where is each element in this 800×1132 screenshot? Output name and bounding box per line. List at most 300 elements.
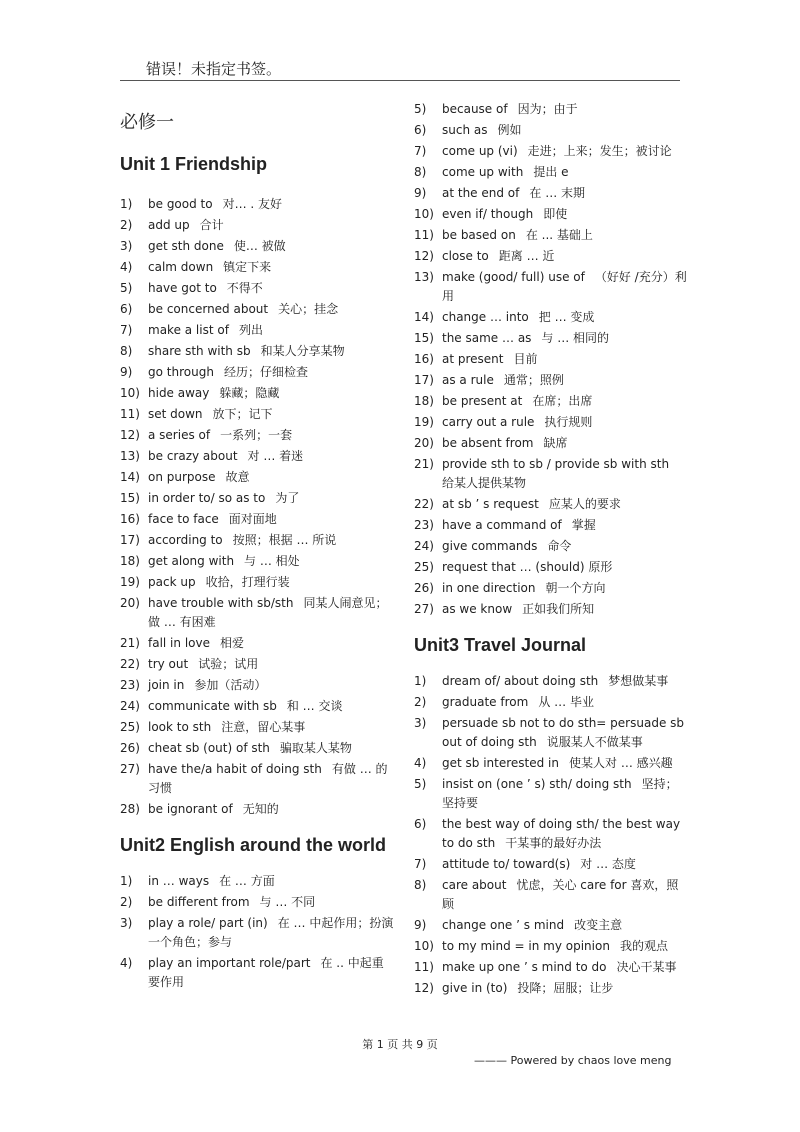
list-item — [120, 300, 395, 319]
item-number: 1) — [414, 674, 427, 688]
list-item — [120, 760, 395, 798]
item-english: face to face — [148, 512, 219, 526]
item-text — [442, 916, 689, 935]
list-item — [414, 537, 689, 556]
item-text — [148, 468, 395, 487]
item-chinese: 使… 被做 — [233, 239, 286, 253]
item-text — [148, 237, 395, 256]
item-text — [148, 363, 395, 382]
list-item — [414, 775, 689, 813]
header-rule — [120, 80, 680, 81]
item-chinese: 无知的 — [242, 802, 279, 816]
list-item — [414, 714, 689, 752]
list-item — [414, 979, 689, 998]
item-text — [148, 531, 395, 550]
item-text — [148, 760, 395, 798]
item-chinese: 一系列；一套 — [220, 428, 293, 442]
item-english: add up — [148, 218, 190, 232]
list-item — [414, 958, 689, 977]
item-chinese: 与 … 相同的 — [541, 331, 610, 345]
item-text — [442, 495, 689, 514]
item-text — [442, 516, 689, 535]
item-english: care about — [442, 878, 507, 892]
item-text — [442, 329, 689, 348]
item-number: 9) — [414, 186, 427, 200]
item-number: 14) — [414, 310, 434, 324]
item-english: cheat sb (out) of sth — [148, 741, 270, 755]
list-item — [120, 510, 395, 529]
item-chinese: （好好 /充分）利用 — [442, 270, 687, 303]
item-english: persuade sb not to do sth= persuade sb out of doing sth — [442, 716, 685, 749]
list-item — [414, 916, 689, 935]
item-english: be different from — [148, 895, 250, 909]
list-item — [120, 447, 395, 466]
item-chinese: 和 … 交谈 — [286, 699, 343, 713]
item-chinese: 说服某人不做某事 — [546, 735, 643, 749]
item-chinese: 我的观点 — [619, 939, 668, 953]
item-number: 6) — [414, 817, 427, 831]
unit3-list — [414, 672, 689, 998]
list-item — [414, 672, 689, 691]
item-number: 1) — [120, 197, 133, 211]
item-chinese: 试验；试用 — [198, 657, 259, 671]
list-item — [120, 573, 395, 592]
item-chinese: 收拾，打理行装 — [205, 575, 290, 589]
item-number: 6) — [414, 123, 427, 137]
item-english: come up with — [442, 165, 524, 179]
item-chinese: 与 … 相处 — [244, 554, 300, 568]
item-chinese: 镇定下来 — [223, 260, 272, 274]
item-number: 7) — [120, 323, 133, 337]
list-item — [414, 247, 689, 266]
item-english: communicate with sb — [148, 699, 277, 713]
item-english: get sb interested in — [442, 756, 559, 770]
item-text — [442, 600, 689, 619]
item-english: play an important role/part — [148, 956, 311, 970]
item-chinese: 与 … 不同 — [259, 895, 316, 909]
list-item — [414, 329, 689, 348]
item-number: 19) — [120, 575, 140, 589]
item-english: at the end of — [442, 186, 520, 200]
item-number: 5) — [414, 777, 427, 791]
item-chinese: 决心干某事 — [616, 960, 677, 974]
item-chinese: 执行规则 — [544, 415, 593, 429]
list-item — [120, 195, 395, 214]
item-chinese: 面对面地 — [228, 512, 277, 526]
item-number: 14) — [120, 470, 140, 484]
list-item — [120, 800, 395, 819]
item-english: in order to/ so as to — [148, 491, 266, 505]
list-item — [414, 434, 689, 453]
list-item — [414, 558, 689, 577]
item-chinese: 在 … 末期 — [529, 186, 586, 200]
item-number: 7) — [414, 144, 427, 158]
item-chinese: 不得不 — [226, 281, 263, 295]
powered-by: ——— Powered by chaos love meng — [474, 1054, 672, 1067]
item-text — [442, 247, 689, 266]
item-english: come up (vi) — [442, 144, 518, 158]
item-english: change … into — [442, 310, 529, 324]
list-item — [414, 937, 689, 956]
item-text — [442, 268, 689, 306]
item-number: 25) — [120, 720, 140, 734]
item-chinese: 忧虑，关心 care for 喜欢，照顾 — [442, 878, 679, 911]
item-chinese: 对… . 友好 — [222, 197, 283, 211]
item-english: try out — [148, 657, 189, 671]
item-text — [148, 279, 395, 298]
item-text — [148, 594, 395, 632]
left-column — [120, 104, 395, 994]
item-chinese: 注意，留心某事 — [221, 720, 306, 734]
item-number: 22) — [414, 497, 434, 511]
item-text — [442, 558, 689, 577]
list-item — [414, 184, 689, 203]
list-item — [120, 697, 395, 716]
list-item — [120, 531, 395, 550]
item-english: such as — [442, 123, 488, 137]
item-text — [148, 800, 395, 819]
item-chinese: 在 … 方面 — [219, 874, 275, 888]
item-english: because of — [442, 102, 508, 116]
item-number: 11) — [120, 407, 140, 421]
item-number: 4) — [120, 260, 133, 274]
list-item — [120, 914, 395, 952]
item-chinese: 在席；出席 — [532, 394, 593, 408]
item-chinese: 正如我们所知 — [522, 602, 595, 616]
item-number: 21) — [414, 457, 434, 471]
list-item — [120, 676, 395, 695]
item-english: look to sth — [148, 720, 212, 734]
item-chinese: 合计 — [199, 218, 224, 232]
item-number: 3) — [120, 916, 133, 930]
item-number: 11) — [414, 960, 434, 974]
item-text — [148, 510, 395, 529]
list-item — [120, 893, 395, 912]
list-item — [414, 815, 689, 853]
right-column — [414, 100, 689, 1000]
item-chinese: 为了 — [275, 491, 300, 505]
item-number: 24) — [120, 699, 140, 713]
item-number: 21) — [120, 636, 140, 650]
item-chinese: 应某人的要求 — [548, 497, 621, 511]
item-number: 12) — [414, 249, 434, 263]
list-item — [414, 754, 689, 773]
item-number: 22) — [120, 657, 140, 671]
list-item — [414, 142, 689, 161]
item-english: join in — [148, 678, 185, 692]
item-chinese: 目前 — [513, 352, 538, 366]
book-title: 必修一 — [120, 112, 174, 133]
item-number: 27) — [414, 602, 434, 616]
list-item — [120, 872, 395, 891]
item-text — [442, 958, 689, 977]
item-number: 5) — [414, 102, 427, 116]
item-number: 25) — [414, 560, 434, 574]
item-number: 20) — [120, 596, 140, 610]
item-number: 19) — [414, 415, 434, 429]
item-english: change one ’ s mind — [442, 918, 565, 932]
item-text — [442, 308, 689, 327]
item-number: 3) — [120, 239, 133, 253]
item-english: as we know — [442, 602, 513, 616]
list-item — [120, 489, 395, 508]
item-number: 15) — [120, 491, 140, 505]
item-text — [148, 300, 395, 319]
item-english: play a role/ part (in) — [148, 916, 268, 930]
list-item — [120, 468, 395, 487]
item-text — [442, 205, 689, 224]
unit2-list-right — [414, 100, 689, 619]
item-text — [442, 413, 689, 432]
item-english: in one direction — [442, 581, 536, 595]
unit2-list-left — [120, 872, 395, 992]
item-number: 23) — [414, 518, 434, 532]
item-number: 10) — [414, 207, 434, 221]
item-number: 27) — [120, 762, 140, 776]
item-english: in … ways — [148, 874, 210, 888]
item-english: have got to — [148, 281, 217, 295]
item-english: close to — [442, 249, 489, 263]
item-english: get along with — [148, 554, 235, 568]
item-number: 8) — [414, 878, 427, 892]
item-text — [442, 121, 689, 140]
item-text — [442, 876, 689, 914]
item-number: 18) — [120, 554, 140, 568]
list-item — [414, 205, 689, 224]
list-item — [414, 392, 689, 411]
list-item — [414, 121, 689, 140]
header-title: 错误！未指定书签。 — [146, 60, 282, 78]
item-english: have a command of — [442, 518, 562, 532]
item-number: 20) — [414, 436, 434, 450]
item-english: be present at — [442, 394, 523, 408]
list-item — [120, 384, 395, 403]
list-item — [120, 739, 395, 758]
item-text — [442, 714, 689, 752]
item-chinese: 对 … 态度 — [580, 857, 636, 871]
item-number: 12) — [414, 981, 434, 995]
item-number: 17) — [120, 533, 140, 547]
item-english: the same … as — [442, 331, 532, 345]
item-number: 9) — [120, 365, 133, 379]
item-number: 2) — [414, 695, 427, 709]
item-text — [148, 195, 395, 214]
item-number: 7) — [414, 857, 427, 871]
item-english: set down — [148, 407, 203, 421]
item-chinese: 因为；由于 — [517, 102, 578, 116]
item-chinese: 提出 e — [533, 165, 569, 179]
item-number: 2) — [120, 218, 133, 232]
item-chinese: 使某人对 … 感兴趣 — [569, 756, 673, 770]
item-english: make (good/ full) use of — [442, 270, 585, 284]
item-english: to my mind = in my opinion — [442, 939, 610, 953]
list-item — [414, 371, 689, 390]
item-english: have trouble with sb/sth — [148, 596, 294, 610]
list-item — [414, 350, 689, 369]
unit1-title: Unit 1 Friendship — [120, 154, 268, 174]
item-english: go through — [148, 365, 214, 379]
item-number: 17) — [414, 373, 434, 387]
item-chinese: 有做 … 的习惯 — [148, 762, 388, 795]
item-english: dream of/ about doing sth — [442, 674, 599, 688]
list-item — [414, 226, 689, 245]
list-item — [414, 413, 689, 432]
item-chinese: 在 .. 中起重要作用 — [148, 956, 384, 989]
item-chinese: 按照；根据 … 所说 — [232, 533, 337, 547]
item-text — [442, 434, 689, 453]
item-chinese: 相爱 — [219, 636, 244, 650]
item-chinese: 改变主意 — [574, 918, 623, 932]
item-text — [148, 489, 395, 508]
item-text — [148, 258, 395, 277]
list-item — [120, 426, 395, 445]
item-chinese: 骗取某人某物 — [279, 741, 352, 755]
item-number: 2) — [120, 895, 133, 909]
item-number: 3) — [414, 716, 427, 730]
item-text — [148, 718, 395, 737]
item-english: according to — [148, 533, 223, 547]
item-chinese: 从 … 毕业 — [538, 695, 594, 709]
item-number: 16) — [120, 512, 140, 526]
item-english: make up one ’ s mind to do — [442, 960, 607, 974]
item-english: have the/a habit of doing sth — [148, 762, 322, 776]
list-item — [414, 579, 689, 598]
item-number: 26) — [414, 581, 434, 595]
item-chinese: 同某人闹意见；做 … 有困难 — [148, 596, 388, 629]
item-english: be based on — [442, 228, 516, 242]
item-english: give in (to) — [442, 981, 508, 995]
item-number: 13) — [120, 449, 140, 463]
item-chinese: 故意 — [225, 470, 250, 484]
item-chinese: 躲藏；隐藏 — [219, 386, 280, 400]
item-english: make a list of — [148, 323, 229, 337]
item-chinese: 即使 — [543, 207, 568, 221]
item-text — [442, 371, 689, 390]
list-item — [120, 552, 395, 571]
item-number: 24) — [414, 539, 434, 553]
item-chinese: 坚持；坚持要 — [442, 777, 678, 810]
item-text — [442, 855, 689, 874]
item-chinese: 掌握 — [571, 518, 596, 532]
list-item — [120, 594, 395, 632]
item-text — [442, 184, 689, 203]
item-english: be concerned about — [148, 302, 269, 316]
item-english: pack up — [148, 575, 196, 589]
item-number: 11) — [414, 228, 434, 242]
item-text — [442, 579, 689, 598]
item-text — [442, 226, 689, 245]
item-number: 13) — [414, 270, 434, 284]
item-number: 8) — [120, 344, 133, 358]
item-text — [148, 321, 395, 340]
item-number: 9) — [414, 918, 427, 932]
item-text — [148, 552, 395, 571]
item-text — [148, 893, 395, 912]
item-text — [148, 426, 395, 445]
item-english: even if/ though — [442, 207, 534, 221]
item-english: at sb ’ s request — [442, 497, 539, 511]
item-number: 4) — [120, 956, 133, 970]
item-text — [148, 634, 395, 653]
item-chinese: 梦想做某事 — [608, 674, 669, 688]
item-text — [442, 775, 689, 813]
list-item — [414, 600, 689, 619]
item-english: be absent from — [442, 436, 534, 450]
item-text — [148, 872, 395, 891]
item-text — [148, 573, 395, 592]
item-english: be good to — [148, 197, 213, 211]
unit3-title: Unit3 Travel Journal — [414, 635, 587, 655]
item-chinese: 把 … 变成 — [538, 310, 595, 324]
item-number: 6) — [120, 302, 133, 316]
item-chinese: 给某人提供某物 — [442, 476, 527, 490]
item-chinese: 列出 — [238, 323, 263, 337]
list-item — [414, 268, 689, 306]
item-text — [148, 914, 395, 952]
item-text — [442, 672, 689, 691]
item-text — [442, 979, 689, 998]
item-english: a series of — [148, 428, 211, 442]
item-chinese: 命令 — [547, 539, 572, 553]
item-english: attitude to/ toward(s) — [442, 857, 571, 871]
item-chinese: 对 … 着迷 — [247, 449, 304, 463]
list-item — [120, 216, 395, 235]
item-text — [148, 216, 395, 235]
list-item — [120, 237, 395, 256]
list-item — [414, 308, 689, 327]
item-chinese: 关心；挂念 — [278, 302, 339, 316]
item-english: graduate from — [442, 695, 529, 709]
item-text — [442, 100, 689, 119]
item-english: the best way of doing sth/ the best way to do sth — [442, 817, 681, 850]
item-text — [442, 693, 689, 712]
item-chinese: 例如 — [497, 123, 522, 137]
item-chinese: 通常；照例 — [503, 373, 564, 387]
list-item — [414, 876, 689, 914]
item-text — [148, 342, 395, 361]
item-text — [148, 739, 395, 758]
item-chinese: 缺席 — [543, 436, 568, 450]
item-english: request that … (should) 原形 — [442, 560, 613, 574]
item-text — [148, 676, 395, 695]
list-item — [120, 321, 395, 340]
list-item — [414, 100, 689, 119]
item-text — [148, 447, 395, 466]
list-item — [120, 954, 395, 992]
item-number: 4) — [414, 756, 427, 770]
item-chinese: 和某人分享某物 — [260, 344, 345, 358]
list-item — [120, 258, 395, 277]
item-number: 26) — [120, 741, 140, 755]
item-text — [148, 954, 395, 992]
item-text — [442, 937, 689, 956]
item-text — [442, 754, 689, 773]
item-text — [442, 392, 689, 411]
list-item — [414, 495, 689, 514]
item-chinese: 距离 … 近 — [498, 249, 555, 263]
item-text — [148, 405, 395, 424]
page-number: 第 1 页 共 9 页 — [362, 1038, 438, 1051]
item-chinese: 经历；仔细检查 — [223, 365, 308, 379]
item-chinese: 在 … 中起作用；扮演一个角色；参与 — [148, 916, 394, 949]
list-item — [120, 279, 395, 298]
item-text — [442, 142, 689, 161]
item-chinese: 投降；屈服；让步 — [517, 981, 614, 995]
item-english: give commands — [442, 539, 538, 553]
list-item — [120, 363, 395, 382]
item-text — [442, 163, 689, 182]
item-english: be crazy about — [148, 449, 238, 463]
